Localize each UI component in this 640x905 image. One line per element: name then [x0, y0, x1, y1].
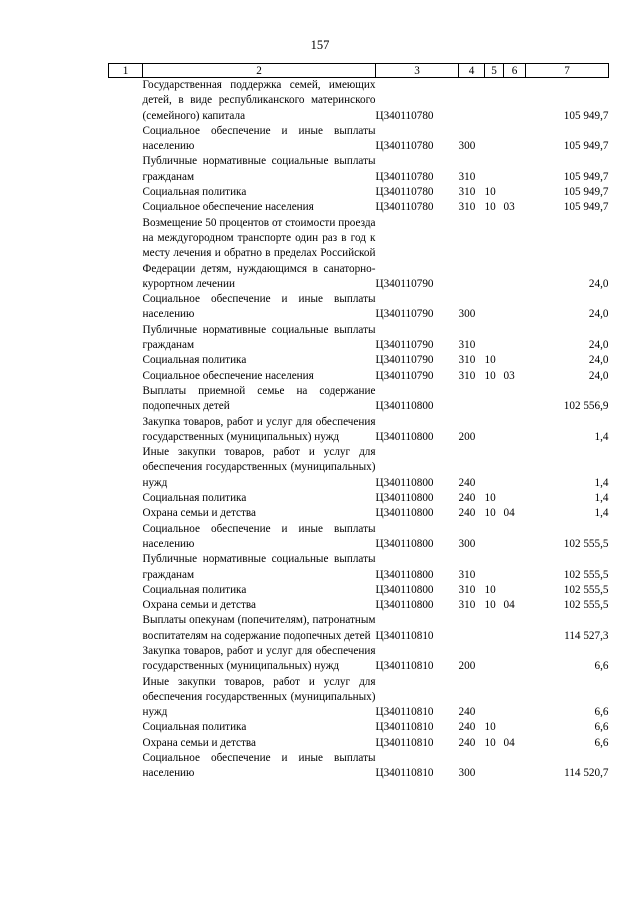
table-row [109, 736, 609, 751]
subsection [504, 720, 526, 735]
row-name: Государственная поддержка семей, имеющих детей, в виде республиканского материнского (семейного) капитала [142, 79, 376, 122]
row-name: Охрана семьи и детства [142, 599, 256, 612]
budget-table [108, 63, 609, 782]
subsection [504, 154, 526, 185]
table-row [109, 124, 609, 155]
amount: 105 949,7 [563, 109, 609, 122]
subsection [504, 583, 526, 598]
section: 10 [484, 354, 496, 367]
expense-type: 310 [458, 369, 476, 382]
row-name: Социальная политика [142, 721, 247, 734]
target-code: Ц340110800 [375, 476, 434, 489]
table-row [109, 369, 609, 384]
expense-type: 300 [458, 308, 476, 321]
table-row [109, 506, 609, 521]
row-name: Охрана семьи и детства [142, 507, 256, 520]
section [485, 675, 504, 721]
target-code: Ц340110800 [375, 568, 434, 581]
row-name: Иные закупки товаров, работ и услуг для обеспечения государственных (муниципальных) нужд [142, 675, 376, 719]
target-code: Ц340110810 [375, 706, 434, 719]
subsection: 03 [503, 201, 515, 214]
subsection [504, 185, 526, 200]
target-code: Ц340110780 [375, 109, 434, 122]
row-name: Социальное обеспечение населения [142, 369, 314, 382]
row-name: Социальное обеспечение и иные выплаты населению [142, 124, 376, 153]
table-row [109, 216, 609, 292]
amount: 6,6 [594, 736, 609, 749]
subsection: 04 [503, 599, 515, 612]
amount: 102 556,9 [563, 400, 609, 413]
row-name: Социальное обеспечение и иные выплаты населению [142, 522, 376, 550]
subsection [504, 491, 526, 506]
subsection [504, 613, 526, 644]
table-row [109, 552, 609, 583]
column-header: 6 [504, 64, 526, 78]
amount: 1,4 [594, 492, 609, 505]
row-name: Публичные нормативные социальные выплаты гражданам [142, 155, 376, 183]
target-code: Ц340110800 [375, 599, 434, 612]
subsection [504, 353, 526, 368]
section [485, 644, 504, 675]
expense-type [459, 216, 485, 292]
column-header: 2 [143, 64, 376, 78]
subsection [504, 751, 526, 782]
expense-type [459, 384, 485, 415]
expense-type: 200 [458, 430, 476, 443]
table-row [109, 644, 609, 675]
section: 10 [484, 201, 496, 214]
row-name: Социальная политика [142, 583, 247, 596]
section [485, 384, 504, 415]
row-name: Социальное обеспечение и иные выплаты населению [142, 293, 376, 321]
table-row [109, 292, 609, 323]
amount: 6,6 [594, 721, 609, 734]
amount: 105 949,7 [563, 201, 609, 214]
row-name: Закупка товаров, работ и услуг для обеспечения государственных (муниципальных) нужд [142, 644, 376, 673]
section: 10 [484, 736, 496, 749]
expense-type: 240 [458, 736, 476, 749]
subsection [504, 216, 526, 292]
amount: 6,6 [594, 660, 609, 673]
amount: 102 555,5 [563, 583, 609, 596]
target-code: Ц340110790 [375, 369, 434, 382]
amount: 24,0 [588, 339, 609, 352]
expense-type: 310 [458, 170, 476, 183]
table-row [109, 323, 609, 354]
table-row [109, 583, 609, 598]
subsection [504, 644, 526, 675]
section [485, 751, 504, 782]
target-code: Ц340110810 [375, 629, 434, 642]
section: 10 [484, 583, 496, 596]
amount: 24,0 [588, 354, 609, 367]
section [485, 216, 504, 292]
section [485, 445, 504, 491]
target-code: Ц340110800 [375, 507, 434, 520]
target-code: Ц340110800 [375, 583, 434, 596]
amount: 24,0 [588, 308, 609, 321]
table-header-row [109, 64, 609, 78]
row-name: Выплаты приемной семье на содержание подопечных детей [142, 384, 376, 413]
target-code: Ц340110800 [375, 430, 434, 443]
row-name: Выплаты опекунам (попечителям), патронатным воспитателям на содержание подопечных детей [142, 614, 376, 642]
expense-type [459, 613, 485, 644]
expense-type [459, 78, 485, 124]
subsection [504, 675, 526, 721]
row-name: Публичные нормативные социальные выплаты гражданам [142, 553, 376, 581]
subsection [504, 78, 526, 124]
expense-type: 300 [458, 767, 476, 780]
amount: 105 949,7 [563, 186, 609, 199]
row-name: Иные закупки товаров, работ и услуг для обеспечения государственных (муниципальных) нужд [142, 446, 376, 489]
target-code: Ц340110810 [375, 736, 434, 749]
row-name: Социальная политика [142, 186, 247, 199]
row-name: Закупка товаров, работ и услуг для обеспечения государственных (муниципальных) нужд [142, 415, 376, 443]
target-code: Ц340110780 [375, 186, 434, 199]
expense-type: 310 [458, 568, 476, 581]
target-code: Ц340110780 [375, 201, 434, 214]
table-row [109, 445, 609, 491]
table-row [109, 491, 609, 506]
expense-type: 310 [458, 354, 476, 367]
section [485, 415, 504, 446]
amount: 6,6 [594, 706, 609, 719]
table-row [109, 415, 609, 446]
expense-type: 310 [458, 201, 476, 214]
section: 10 [484, 721, 496, 734]
expense-type: 240 [458, 706, 476, 719]
section [485, 552, 504, 583]
expense-type: 310 [458, 186, 476, 199]
expense-type: 310 [458, 339, 476, 352]
target-code: Ц340110790 [375, 354, 434, 367]
expense-type: 300 [458, 537, 476, 550]
subsection: 03 [503, 369, 515, 382]
section [485, 292, 504, 323]
table-row [109, 598, 609, 613]
subsection: 04 [503, 507, 515, 520]
expense-type: 300 [458, 140, 476, 153]
section [485, 613, 504, 644]
target-code: Ц340110790 [375, 339, 434, 352]
subsection [504, 552, 526, 583]
amount: 105 949,7 [563, 140, 609, 153]
table-row [109, 675, 609, 721]
subsection [504, 384, 526, 415]
amount: 1,4 [594, 507, 609, 520]
section: 10 [484, 492, 496, 505]
expense-type: 240 [458, 476, 476, 489]
table-row [109, 384, 609, 415]
target-code: Ц340110800 [375, 492, 434, 505]
expense-type: 240 [458, 721, 476, 734]
expense-type: 240 [458, 492, 476, 505]
expense-type: 310 [458, 583, 476, 596]
amount: 24,0 [588, 369, 609, 382]
target-code: Ц340110790 [375, 277, 434, 290]
section [485, 78, 504, 124]
section [485, 323, 504, 354]
section [485, 154, 504, 185]
subsection [504, 292, 526, 323]
amount: 114 527,3 [564, 629, 609, 642]
column-header: 3 [376, 64, 459, 78]
subsection [504, 124, 526, 155]
row-name: Социальное обеспечение населения [142, 201, 314, 214]
target-code: Ц340110810 [375, 660, 434, 673]
expense-type: 310 [458, 599, 476, 612]
row-name: Социальная политика [142, 354, 247, 367]
amount: 114 520,7 [564, 767, 609, 780]
amount: 1,4 [594, 430, 609, 443]
subsection: 04 [503, 736, 515, 749]
subsection [504, 323, 526, 354]
amount: 24,0 [588, 277, 609, 290]
amount: 102 555,5 [563, 599, 609, 612]
target-code: Ц340110800 [375, 400, 434, 413]
row-name: Социальная политика [142, 492, 247, 505]
expense-type: 200 [458, 660, 476, 673]
expense-type: 240 [458, 507, 476, 520]
amount: 102 555,5 [563, 568, 609, 581]
amount: 1,4 [594, 476, 609, 489]
subsection [504, 522, 526, 553]
row-name: Публичные нормативные социальные выплаты гражданам [142, 323, 376, 352]
row-name: Возмещение 50 процентов от стоимости проезда на междугородном транспорте один раз в год к месту лечения и обратно в пределах Российской Федерации детям, нуждающимся в санаторно-курортном лечении [142, 216, 376, 290]
table-row [109, 720, 609, 735]
section: 10 [484, 599, 496, 612]
table-row [109, 613, 609, 644]
target-code: Ц340110780 [375, 140, 434, 153]
amount: 105 949,7 [563, 170, 609, 183]
section: 10 [484, 369, 496, 382]
target-code: Ц340110780 [375, 170, 434, 183]
row-name: Социальное обеспечение и иные выплаты населению [142, 752, 376, 780]
table-body [109, 78, 609, 782]
target-code: Ц340110790 [375, 308, 434, 321]
target-code: Ц340110810 [375, 721, 434, 734]
column-header: 7 [526, 64, 609, 78]
subsection [504, 445, 526, 491]
table-row [109, 522, 609, 553]
column-header: 1 [109, 64, 143, 78]
amount: 102 555,5 [563, 537, 609, 550]
column-header: 4 [459, 64, 485, 78]
section [485, 522, 504, 553]
table-row [109, 200, 609, 215]
table-row [109, 751, 609, 782]
subsection [504, 415, 526, 446]
table-row [109, 353, 609, 368]
target-code: Ц340110800 [375, 537, 434, 550]
page-number: 157 [310, 38, 330, 52]
column-header: 5 [485, 64, 504, 78]
table-row [109, 154, 609, 185]
section [485, 124, 504, 155]
row-name: Охрана семьи и детства [142, 736, 256, 749]
section: 10 [484, 507, 496, 520]
target-code: Ц340110810 [375, 767, 434, 780]
section: 10 [484, 186, 496, 199]
table-row [109, 78, 609, 124]
table-row [109, 185, 609, 200]
